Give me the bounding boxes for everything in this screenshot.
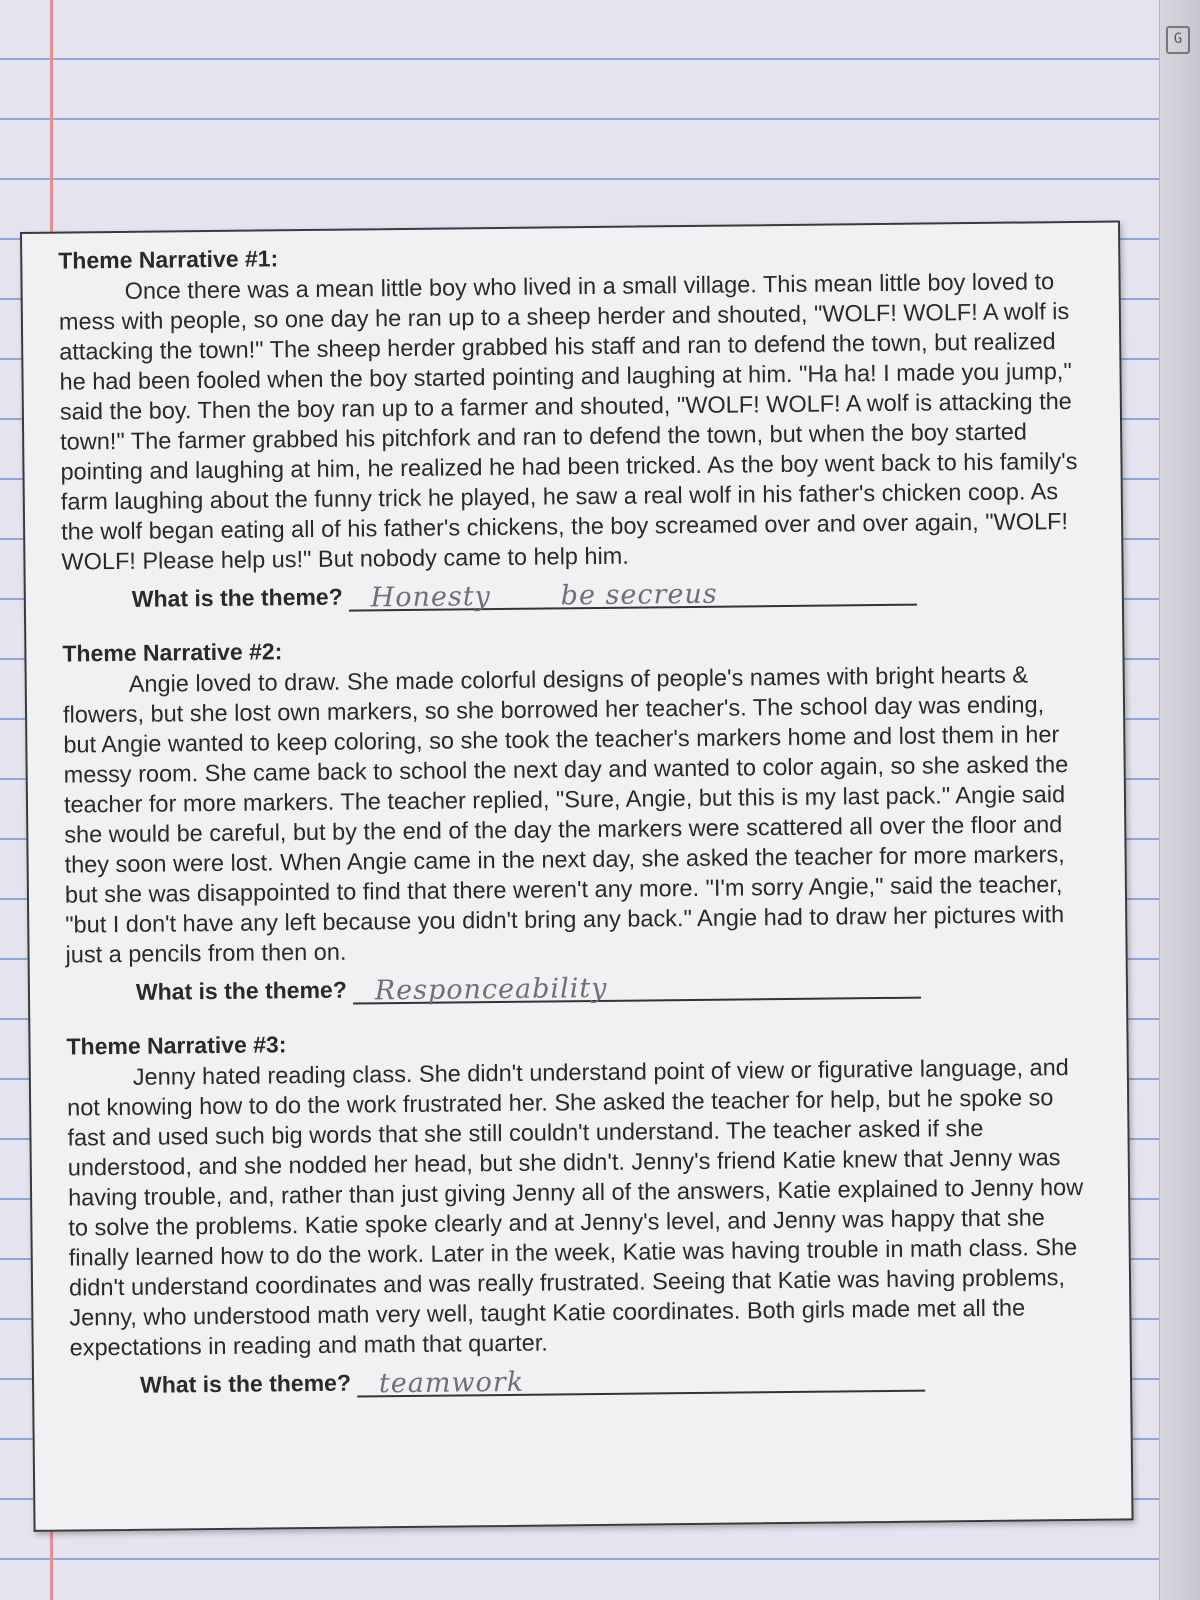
question-row: [66, 963, 1084, 1008]
narrative-body: Once there was a mean little boy who lived in a small village. This mean little boy loved to mess with people, so one day he ran up to a sheep herder and shouted, "WOLF! WOLF! A wolf is attacking the town!" The sheep herder grabbed his staff and ran to defend the town, but realized he had been fooled when the boy started pointing and laughing at him. "Ha ha! I made you jump," said the boy. Then the boy ran up to a farmer and shouted, "WOLF! WOLF! A wolf is attacking the town!" The farmer grabbed his pitchfork and ran to defend the town, but when the boy started pointing and laughing at him, he realized he had been tricked. As the boy went back to his family's farm laughing about the funny trick he played, he saw a real wolf in his father's chicken coop. As the wolf began eating all of his father's chickens, the boy screamed over and over again, "WOLF! WOLF! Please help us!" But nobody came to help him.: [58, 268, 1078, 575]
handwritten-answer-extra: be secreus: [560, 578, 718, 612]
narrative-body: Jenny hated reading class. She didn't understand point of view or figurative language, and not knowing how to do the work frustrated her. She asked the teacher for help, but he spoke so fast and used such big words that she still couldn't understand. The teacher asked if she understood, and she nodded her head, but she didn't. Jenny's friend Katie knew that Jenny was having trouble, and, rather than just giving Jenny all of the answers, Katie explained to Jenny how to solve the problems. Katie spoke clearly and at Jenny's level, and Jenny was happy that she finally learned how to do the work. Later in the week, Katie was having trouble in math class. She didn't understand coordinates and was really frustrated. Seeing that Katie was having problems, Jenny, who understood math very well, taught Katie coordinates. Both girls made met all the expectations in reading and math that quarter.: [67, 1054, 1084, 1361]
narrative-title: Theme Narrative #1:: [58, 245, 279, 274]
question-label: What is the theme?: [131, 583, 343, 612]
handwritten-answer: Responceability: [374, 972, 608, 1007]
narrative-title: Theme Narrative #3:: [66, 1031, 287, 1060]
question-row: [70, 1356, 1088, 1401]
corner-mark: G: [1166, 26, 1190, 54]
question-label: What is the theme?: [135, 976, 347, 1005]
answer-line[interactable]: [353, 967, 921, 1005]
narrative-1: [58, 235, 1080, 615]
handwritten-answer: Honesty: [370, 581, 492, 614]
narrative-3: [66, 1021, 1088, 1401]
narrative-2: [62, 628, 1084, 1008]
answer-line[interactable]: [357, 1360, 925, 1398]
question-row: [62, 570, 1080, 615]
question-label: What is the theme?: [139, 1369, 352, 1398]
answer-line[interactable]: [349, 574, 917, 612]
handwritten-answer: teamwork: [378, 1366, 525, 1400]
page-edge: [1159, 0, 1200, 1600]
narrative-body: Angie loved to draw. She made colorful designs of people's names with bright hearts & flowers, but she lost own markers, so she borrowed her teacher's. The school day was ending, but Angie wanted to keep coloring, so she took the teacher's markers home and lost them in her messy room. She came back to school the next day and wanted to color again, so she asked the teacher for more markers. The teacher replied, "Sure, Angie, but this is my last pack." Angie said she would be careful, but by the end of the day the markers were scattered all over the floor and they soon were lost. When Angie came in the next day, she asked the teacher for more markers, but she was disappointed to find that there weren't any more. "I'm sorry Angie," said the teacher, "but I don't have any left because you didn't bring any back." Angie had to draw her pictures with just a pencils from then on.: [62, 661, 1069, 968]
worksheet: [20, 220, 1134, 1531]
narrative-title: Theme Narrative #2:: [62, 638, 283, 667]
